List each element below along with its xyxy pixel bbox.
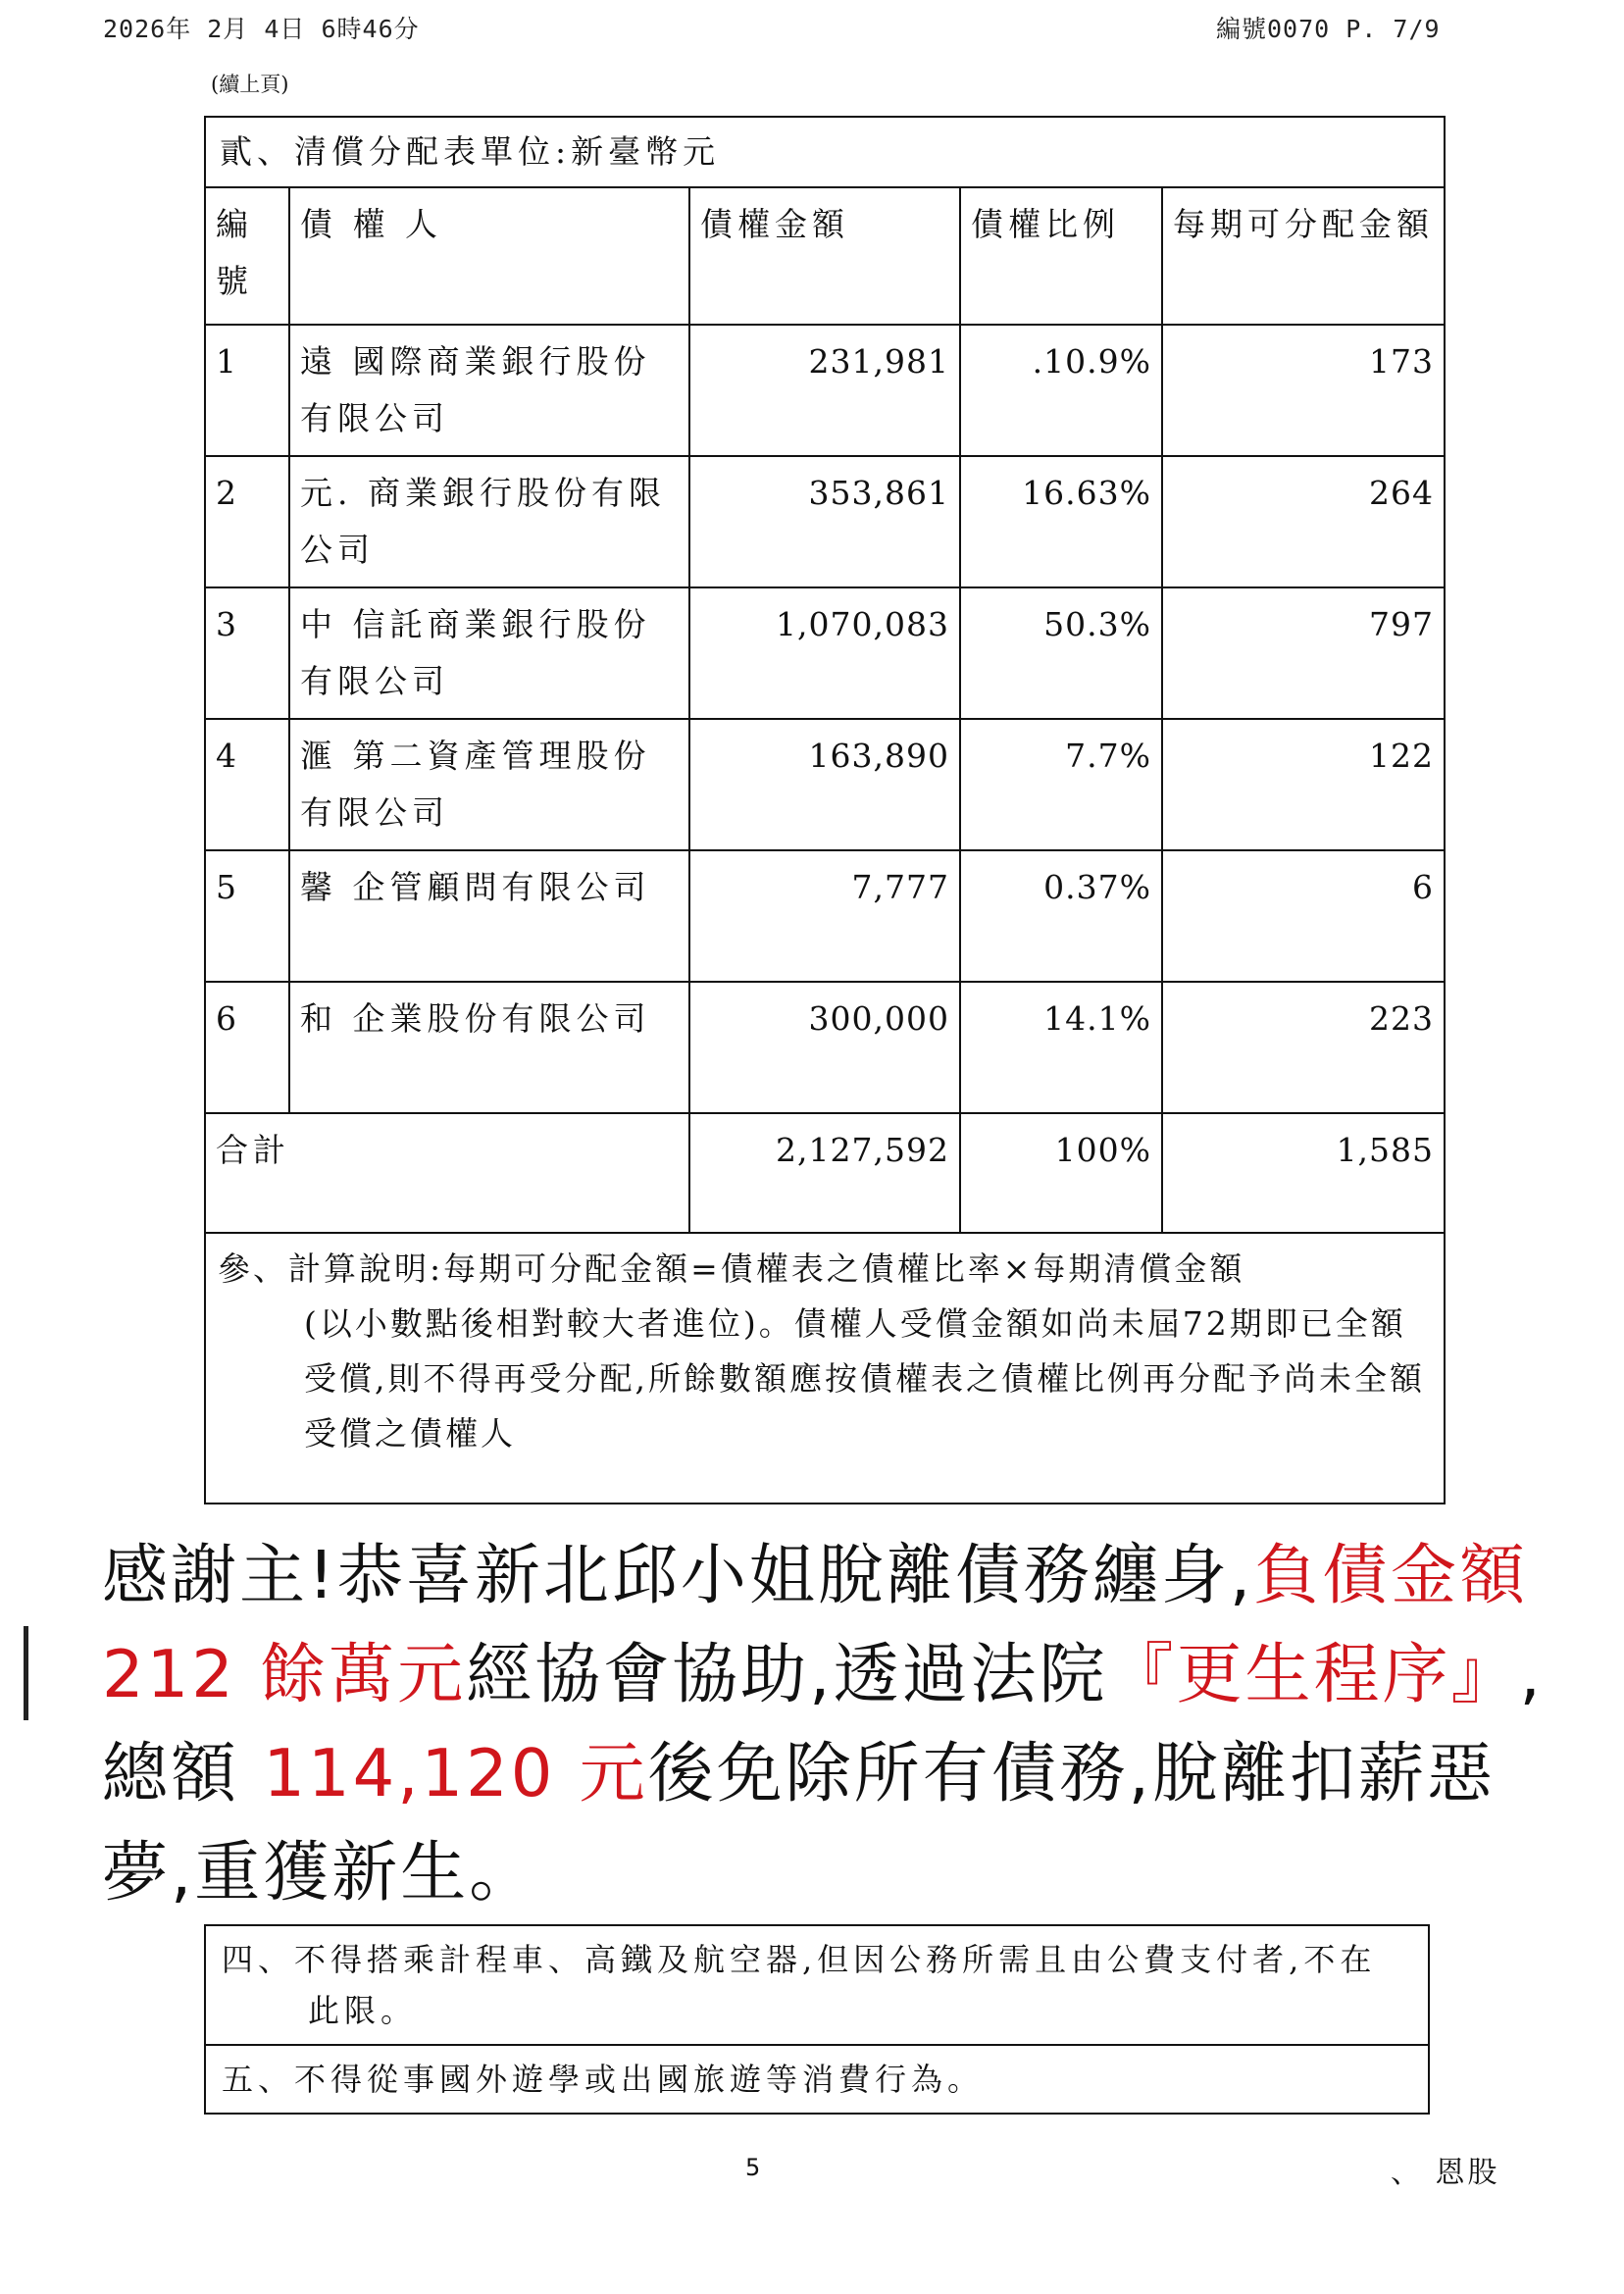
restriction-row (205, 1925, 1429, 2045)
total-label: 合計 (205, 1113, 689, 1233)
row-no: 5 (205, 850, 289, 982)
row-amount: 300,000 (689, 982, 960, 1113)
calculation-first-line: 每期可分配金額=債權表之債權比率×每期清償金額 (443, 1249, 1245, 1288)
table-row (205, 325, 1445, 456)
signature-note: 、 恩股 (1391, 2156, 1500, 2190)
total-amount: 2,127,592 (689, 1113, 960, 1233)
row-per-period: 797 (1162, 587, 1445, 719)
distribution-caption: 貳、清償分配表單位:新臺幣元 (205, 117, 1445, 187)
row-amount: 353,861 (689, 456, 960, 587)
row-amount: 1,070,083 (689, 587, 960, 719)
header-creditor: 債 權 人 (289, 187, 689, 325)
restriction-row (205, 2045, 1429, 2114)
row-no: 6 (205, 982, 289, 1113)
row-per-period: 6 (1162, 850, 1445, 982)
row-ratio: .10.9% (960, 325, 1162, 456)
continued-note: (續上頁) (211, 73, 289, 96)
calculation-row (205, 1233, 1445, 1504)
overlay-part5: ,總額 (102, 1636, 1544, 1811)
overlay-message (102, 1526, 1553, 1922)
header-ratio: 債權比例 (960, 187, 1162, 325)
row-amount: 231,981 (689, 325, 960, 456)
fax-header-right: 編號0070 P. 7/9 (1216, 15, 1441, 43)
table-row (205, 719, 1445, 850)
row-per-period: 264 (1162, 456, 1445, 587)
row-ratio: 7.7% (960, 719, 1162, 850)
overlay-total-amount: 114,120 元 (263, 1735, 648, 1811)
row-no: 2 (205, 456, 289, 587)
header-amount: 債權金額 (689, 187, 960, 325)
restriction-item-4 (205, 1925, 1429, 2045)
row-creditor: 馨 企管顧問有限公司 (289, 850, 689, 982)
row-no: 1 (205, 325, 289, 456)
margin-mark (24, 1626, 28, 1720)
row-no: 3 (205, 587, 289, 719)
row-creditor: 遠 國際商業銀行股份有限公司 (289, 325, 689, 456)
row-ratio: 16.63% (960, 456, 1162, 587)
distribution-caption-row (205, 117, 1445, 187)
overlay-part1: 感謝主!恭喜新北邱小姐脫離債務纏身, (102, 1537, 1254, 1613)
calculation-cell (205, 1233, 1445, 1504)
table-row (205, 587, 1445, 719)
page-number: 5 (745, 2154, 761, 2181)
overlay-debt-amount: 負債金額 212 餘萬元 (102, 1537, 1529, 1712)
calculation-label: 參、計算說明: (218, 1249, 444, 1288)
restrictions-table (204, 1924, 1430, 2115)
row-per-period: 173 (1162, 325, 1445, 456)
total-row (205, 1113, 1445, 1233)
row-creditor: 元. 商業銀行股份有限公司 (289, 456, 689, 587)
total-per-period: 1,585 (1162, 1113, 1445, 1233)
distribution-table (204, 116, 1446, 1504)
overlay-part7: 後免除所有債務,脫離扣薪惡夢,重獲新生。 (102, 1735, 1496, 1911)
fax-header-left: 2026年 2月 4日 6時46分 (103, 15, 420, 43)
table-header-row (205, 187, 1445, 325)
row-per-period: 223 (1162, 982, 1445, 1113)
row-amount: 163,890 (689, 719, 960, 850)
row-per-period: 122 (1162, 719, 1445, 850)
row-ratio: 0.37% (960, 850, 1162, 982)
table-row (205, 982, 1445, 1113)
header-per-period: 每期可分配金額 (1162, 187, 1445, 325)
row-creditor: 中 信託商業銀行股份有限公司 (289, 587, 689, 719)
overlay-procedure: 『更生程序』 (1107, 1636, 1520, 1712)
row-no: 4 (205, 719, 289, 850)
table-row (205, 456, 1445, 587)
header-no: 編號 (205, 187, 289, 325)
table-row (205, 850, 1445, 982)
restriction-item-4-text: 四、不得搭乘計程車、高鐵及航空器,但因公務所需且由公費支付者,不在此限。 (222, 1941, 1377, 2029)
restriction-item-5: 五、不得從事國外遊學或出國旅遊等消費行為。 (205, 2045, 1429, 2114)
row-amount: 7,777 (689, 850, 960, 982)
row-creditor: 滙 第二資產管理股份有限公司 (289, 719, 689, 850)
row-creditor: 和 企業股份有限公司 (289, 982, 689, 1113)
calculation-continuation: (以小數點後相對較大者進位)。債權人受償金額如尚未屆72期即已全額受償,則不得再受分配,所餘數額應按債權表之債權比例再分配予尚未全額受償之債權人 (304, 1304, 1425, 1453)
overlay-part3: 經協會協助,透過法院 (466, 1636, 1108, 1712)
row-ratio: 50.3% (960, 587, 1162, 719)
total-ratio: 100% (960, 1113, 1162, 1233)
row-ratio: 14.1% (960, 982, 1162, 1113)
